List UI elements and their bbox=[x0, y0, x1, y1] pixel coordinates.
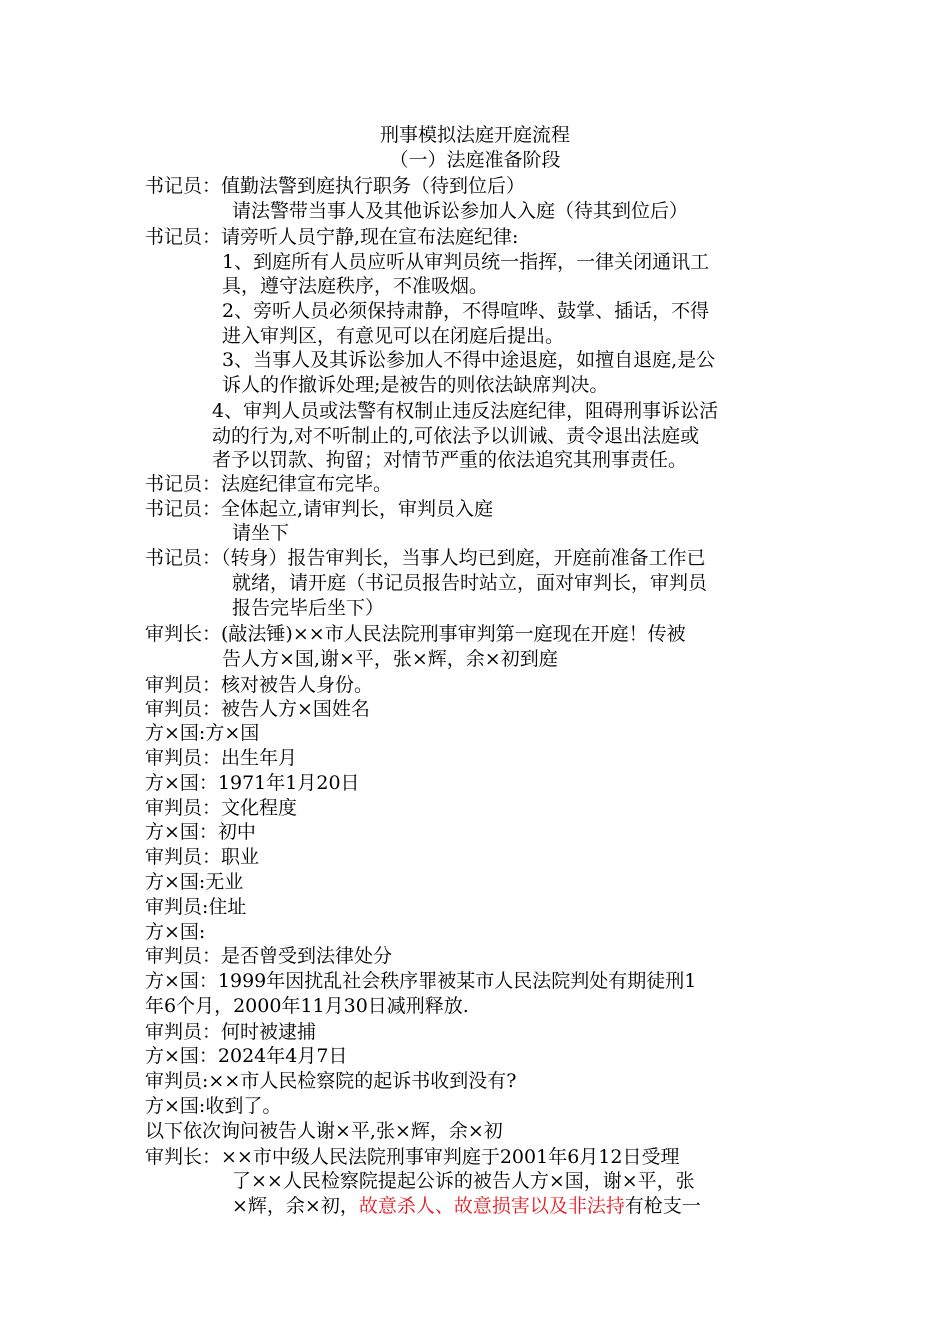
text-line: 请法警带当事人及其他诉讼参加人入庭（待其到位后） bbox=[232, 200, 689, 222]
text-line: 动的行为,对不听制止的,可依法予以训诫、责令退出法庭或 bbox=[212, 425, 700, 447]
text-line: 书记员：法庭纪律宣布完毕。 bbox=[145, 473, 393, 495]
text-line: 书记员：（转身）报告审判长，当事人均已到庭，开庭前准备工作已 bbox=[145, 547, 706, 569]
text-line: 方×国：1971年1月20日 bbox=[145, 772, 360, 794]
text-segment: 有枪支一 bbox=[624, 1195, 701, 1217]
text-line: 1、到庭所有人员应听从审判员统一指挥，一律关闭通讯工 bbox=[222, 251, 710, 273]
section-heading: （一）法庭准备阶段 bbox=[389, 149, 561, 171]
text-line: 3、当事人及其诉讼参加人不得中途退庭，如擅自退庭,是公 bbox=[222, 349, 716, 371]
text-line: 书记员：全体起立,请审判长，审判员入庭 bbox=[145, 498, 494, 520]
text-line: 方×国:收到了。 bbox=[145, 1095, 282, 1117]
text-line: 书记员：值勤法警到庭执行职务（待到位后） bbox=[145, 175, 526, 197]
text-line: 方×国: bbox=[145, 921, 206, 943]
text-line: 审判长：(敲法锤)××市人民法院刑事审判第一庭现在开庭！传被 bbox=[145, 623, 686, 645]
text-line: 者予以罚款、拘留；对情节严重的依法追究其刑事责任。 bbox=[212, 449, 688, 471]
text-line: 审判员：出生年月 bbox=[145, 747, 298, 769]
text-line: 就绪，请开庭（书记员报告时站立，面对审判长，审判员 bbox=[232, 572, 708, 594]
text-line: 方×国:无业 bbox=[145, 871, 244, 893]
text-line: 进入审判区，有意见可以在闭庭后提出。 bbox=[222, 325, 565, 347]
text-line: 报告完毕后坐下） bbox=[232, 597, 385, 619]
text-line: 书记员：请旁听人员宁静,现在宣布法庭纪律: bbox=[145, 226, 519, 248]
text-line: 方×国：初中 bbox=[145, 821, 256, 843]
document-title: 刑事模拟法庭开庭流程 bbox=[379, 124, 570, 146]
text-line: 审判员:××市人民检察院的起诉书收到没有? bbox=[145, 1070, 517, 1092]
text-line-last bbox=[232, 1194, 701, 1218]
text-line: 审判员：何时被逮捕 bbox=[145, 1021, 317, 1043]
highlighted-text: 故意杀人、故意损害以及非法持 bbox=[358, 1195, 625, 1217]
text-line: 审判员:住址 bbox=[145, 896, 247, 918]
text-line: 以下依次询问被告人谢×平,张×辉，余×初 bbox=[145, 1120, 503, 1142]
text-line: 请坐下 bbox=[232, 522, 290, 544]
text-line: 方×国：2024年4月7日 bbox=[145, 1045, 348, 1067]
text-line: 审判员：职业 bbox=[145, 846, 260, 868]
text-line: 年6个月，2000年11月30日减刑释放. bbox=[145, 995, 469, 1017]
text-line: 审判员：核对被告人身份。 bbox=[145, 674, 374, 696]
text-line: 审判员：是否曾受到法律处分 bbox=[145, 945, 393, 967]
text-line: 了××人民检察院提起公诉的被告人方×国，谢×平，张 bbox=[232, 1170, 695, 1192]
text-line: 方×国:方×国 bbox=[145, 722, 260, 744]
text-line: 方×国：1999年因扰乱社会秩序罪被某市人民法院判处有期徒刑1 bbox=[145, 970, 697, 992]
text-line: 诉人的作撤诉处理;是被告的则依法缺席判决。 bbox=[222, 374, 609, 396]
text-line: 2、旁听人员必须保持肃静，不得喧哗、鼓掌、插话，不得 bbox=[222, 300, 710, 322]
text-line: 审判长：××市中级人民法院刑事审判庭于2001年6月12日受理 bbox=[145, 1146, 680, 1168]
text-line: 审判员：文化程度 bbox=[145, 797, 298, 819]
text-line: 4、审判人员或法警有权制止违反法庭纪律，阻碍刑事诉讼活 bbox=[212, 400, 719, 422]
text-line: 具，遵守法庭秩序，不准吸烟。 bbox=[222, 275, 489, 297]
text-segment: ×辉，余×初， bbox=[232, 1195, 359, 1217]
text-line: 审判员：被告人方×国姓名 bbox=[145, 698, 370, 720]
text-line: 告人方×国,谢×平，张×辉，余×初到庭 bbox=[222, 648, 558, 670]
